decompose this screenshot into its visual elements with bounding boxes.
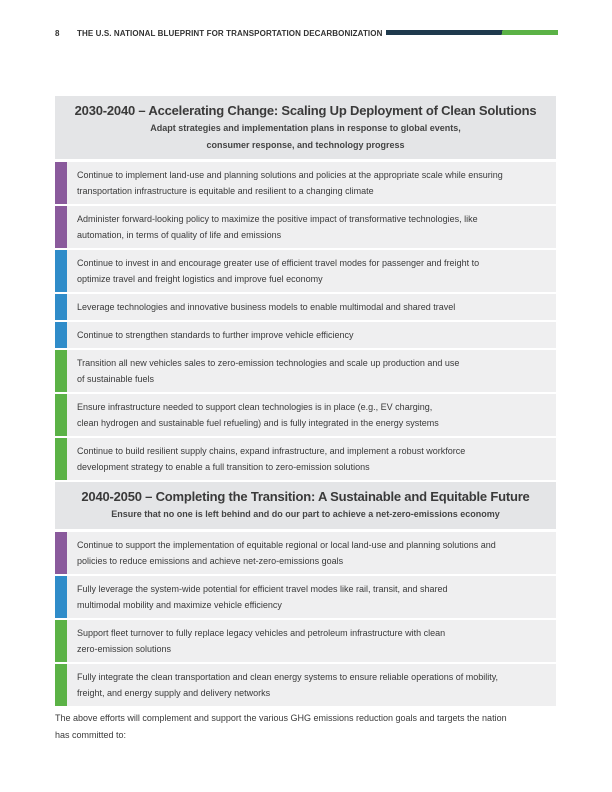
row-text: Continue to support the implementation of equitable regional or local land-use and planning solutions and policies to reduce emissions and achieve net-zero-emissions goals bbox=[77, 540, 496, 566]
category-bar-blue bbox=[55, 294, 67, 320]
section-title: 2030-2040 – Accelerating Change: Scaling Up Deployment of Clean Solutions bbox=[74, 103, 537, 118]
table-row bbox=[55, 438, 556, 480]
closing-paragraph: The above efforts will complement and support the various GHG emissions reduction goals and targets the nation has committed to: bbox=[55, 713, 507, 740]
page-number: 8 bbox=[55, 28, 60, 38]
row-text: Leverage technologies and innovative business models to enable multimodal and shared travel bbox=[77, 302, 456, 312]
table-row bbox=[55, 394, 556, 436]
table-row bbox=[55, 206, 556, 248]
category-bar-purple bbox=[55, 206, 67, 248]
row-text: Ensure infrastructure needed to support clean technologies is in place (e.g., EV charging, clean hydrogen and sustainable fuel refueling) and is fully integrated in the energy systems bbox=[77, 402, 439, 428]
table-row bbox=[55, 350, 556, 392]
table-row bbox=[55, 664, 556, 706]
header-rule-green bbox=[506, 30, 558, 35]
roadmap-table bbox=[55, 96, 556, 706]
row-text: Fully integrate the clean transportation and clean energy systems to ensure reliable operations of mobility, freight, and energy supply and delivery networks bbox=[77, 672, 499, 698]
category-bar-green bbox=[55, 664, 67, 706]
page-header bbox=[55, 27, 558, 39]
section-subtitle-line1: Ensure that no one is left behind and do our part to achieve a net-zero-emissions economy bbox=[111, 509, 500, 519]
section-subtitle-line2: consumer response, and technology progress bbox=[206, 140, 405, 150]
row-text: Continue to implement land-use and planning solutions and policies at the appropriate scale while ensuring transportation infrastructure is equitable and resilient to a changing climate bbox=[77, 170, 503, 196]
category-bar-blue bbox=[55, 576, 67, 618]
category-bar-purple bbox=[55, 162, 67, 204]
table-row bbox=[55, 322, 556, 348]
table-row bbox=[55, 162, 556, 204]
row-text: Support fleet turnover to fully replace legacy vehicles and petroleum infrastructure with clean zero-emission solutions bbox=[77, 628, 446, 654]
section-header-2040-2050 bbox=[55, 482, 556, 529]
row-text: Fully leverage the system-wide potential for efficient travel modes like rail, transit, and shared multimodal mobility and maximize vehicle efficiency bbox=[77, 584, 448, 610]
table-row bbox=[55, 620, 556, 662]
row-text: Administer forward-looking policy to maximize the positive impact of transformative technologies, like automation, in terms of quality of life and emissions bbox=[77, 214, 478, 240]
section-header-2030-2040 bbox=[55, 96, 556, 159]
category-bar-green bbox=[55, 620, 67, 662]
category-bar-green bbox=[55, 394, 67, 436]
document-title: THE U.S. NATIONAL BLUEPRINT FOR TRANSPORTATION DECARBONIZATION bbox=[77, 28, 383, 38]
category-bar-blue bbox=[55, 250, 67, 292]
row-text: Transition all new vehicles sales to zero-emission technologies and scale up production and use of sustainable fuels bbox=[77, 358, 460, 384]
category-bar-purple bbox=[55, 532, 67, 574]
row-text: Continue to strengthen standards to further improve vehicle efficiency bbox=[77, 330, 354, 340]
category-bar-green bbox=[55, 438, 67, 480]
section-subtitle-line1: Adapt strategies and implementation plans in response to global events, bbox=[150, 123, 461, 133]
category-bar-blue bbox=[55, 322, 67, 348]
section-title: 2040-2050 – Completing the Transition: A Sustainable and Equitable Future bbox=[81, 489, 530, 504]
table-row bbox=[55, 294, 556, 320]
category-bar-green bbox=[55, 350, 67, 392]
row-text: Continue to invest in and encourage greater use of efficient travel modes for passenger and freight to optimize travel and freight logistics and improve fuel economy bbox=[77, 258, 480, 284]
table-row bbox=[55, 532, 556, 574]
table-row bbox=[55, 576, 556, 618]
header-rule-transition bbox=[498, 30, 506, 35]
row-text: Continue to build resilient supply chains, expand infrastructure, and implement a robust workforce development strategy to enable a full transition to zero-emission solutions bbox=[77, 446, 466, 472]
table-row bbox=[55, 250, 556, 292]
